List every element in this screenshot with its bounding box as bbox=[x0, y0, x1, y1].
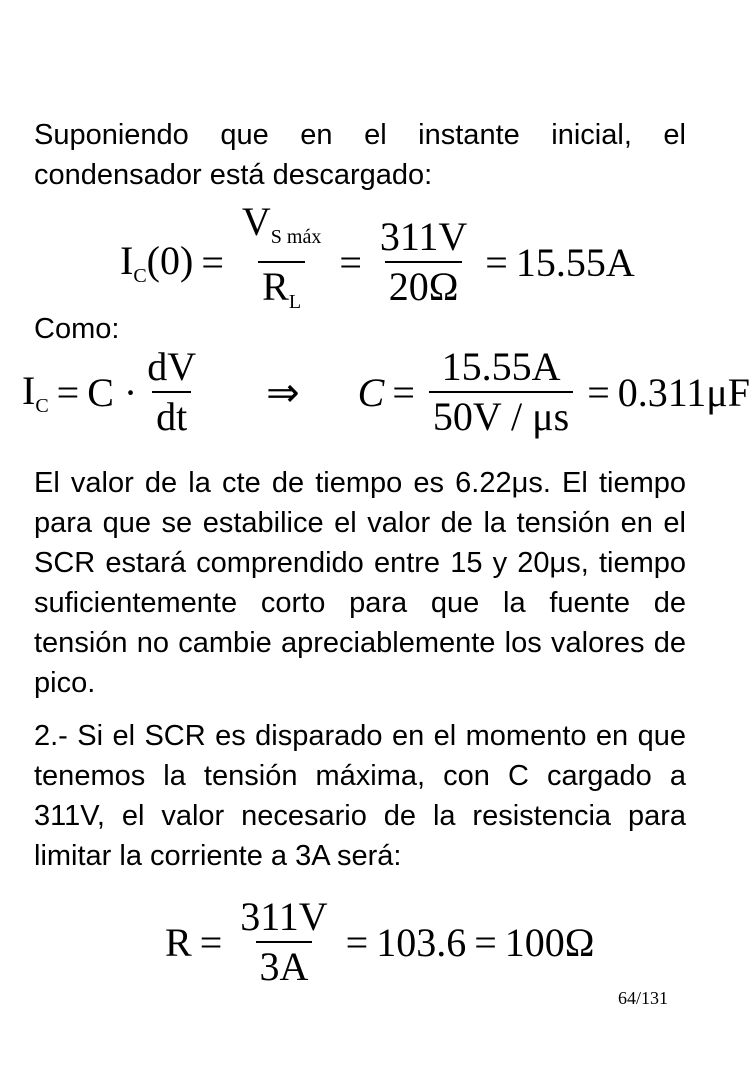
eq3-fraction: $\frac{311V}{3A}$ bbox=[240, 894, 328, 989]
eq1-lhs: $I_C(0)$ bbox=[120, 237, 194, 287]
implies-arrow: ⇒ bbox=[266, 369, 300, 415]
step-2-paragraph: 2.- Si el SCR es disparado en el momento en que tenemos la tensión máxima, con C cargado a 311V, el valor necesario de la resistencia para limitar la corriente a 3A será: bbox=[34, 720, 686, 872]
eq2-derivative: $\frac{dV}{dt}$ bbox=[147, 344, 197, 439]
equation-initial-current: $I_C(0)$ = $\frac{V_{S máx}}{R_L}$ = $\frac{311V}{20\Omega}$ = 15.55A bbox=[120, 200, 635, 324]
eq3-result: 100Ω bbox=[504, 919, 595, 965]
label-como: Como: bbox=[34, 313, 120, 345]
equation-capacitance: $I_C$ = C · $\frac{dV}{dt}$ ⇒ C = $\frac{15.55A}{50V / \mu s}$ = 0.311μF bbox=[22, 344, 750, 439]
intro-paragraph: Suponiendo que en el instante inicial, el condensador está descargado: bbox=[34, 119, 686, 191]
eq1-fraction-numeric: $\frac{311V}{20\Omega}$ bbox=[379, 214, 468, 309]
eq2-result: 0.311μF bbox=[617, 369, 750, 415]
equation-resistance: R = $\frac{311V}{3A}$ = 103.6 = 100Ω bbox=[165, 894, 595, 989]
eq2-capacitance-fraction: $\frac{15.55A}{50V / \mu s}$ bbox=[429, 345, 573, 439]
page-number: 64/131 bbox=[617, 988, 668, 1008]
eq2-lhs: $I_C$ bbox=[22, 367, 49, 417]
eq1-result: 15.55A bbox=[515, 239, 635, 285]
time-constant-paragraph: El valor de la cte de tiempo es 6.22μs. El tiempo para que se estabilice el valor de la tensión en el SCR estará comprendido entre 15 y 20μs, tiempo suficientemente corto para que la fuente de tensión no cambie apreciablemente los valores de pico. bbox=[34, 467, 686, 699]
eq1-fraction-symbolic: $\frac{V_{S máx}}{R_L}$ bbox=[238, 200, 325, 324]
eq3-lhs: R bbox=[165, 919, 192, 965]
